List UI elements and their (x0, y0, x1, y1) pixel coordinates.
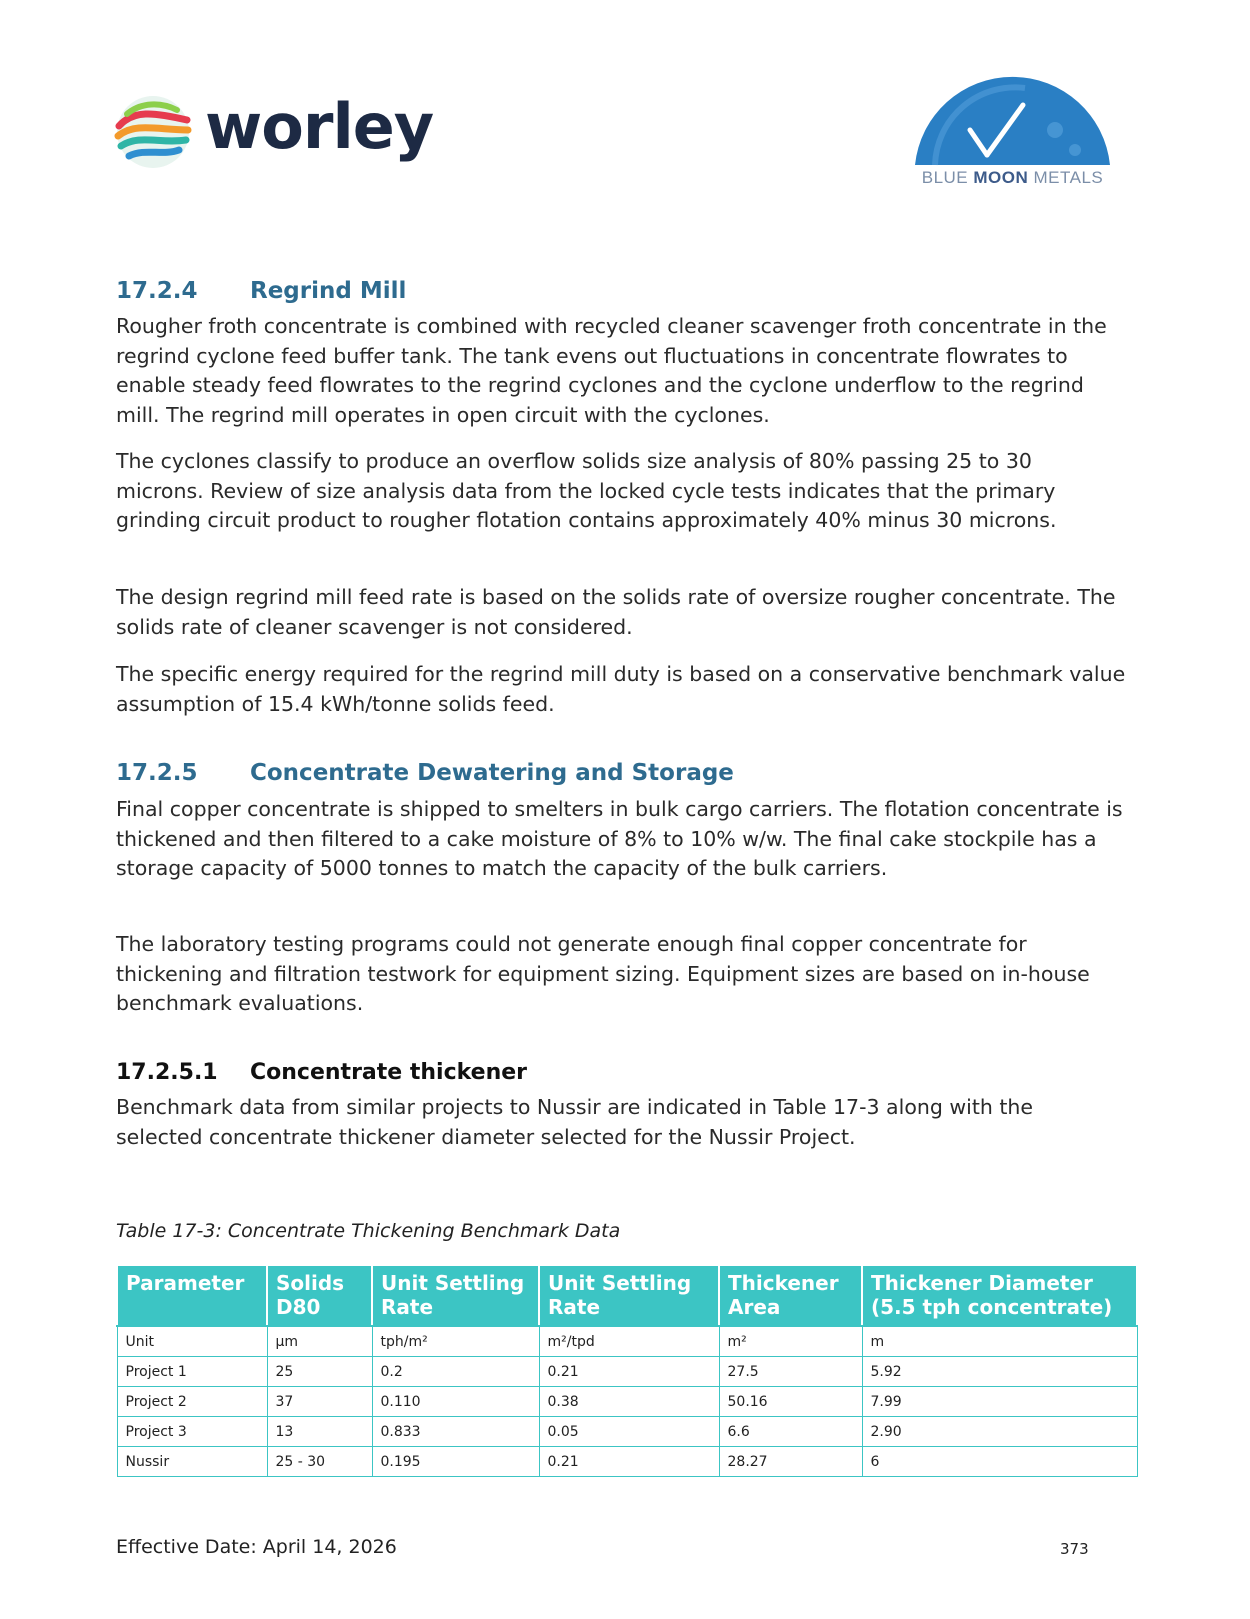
column-header: Solids D80 (267, 1265, 372, 1326)
effective-date: Effective Date: April 14, 2026 (116, 1536, 397, 1558)
column-header: Parameter (117, 1265, 267, 1326)
column-header: Thickener Diameter (5.5 tph concentrate) (862, 1265, 1137, 1326)
page-number: 373 (1060, 1540, 1089, 1558)
table-cell: 28.27 (719, 1447, 862, 1477)
table-cell: 0.833 (372, 1417, 539, 1447)
worley-logo (113, 92, 453, 172)
table-row (117, 1387, 1137, 1417)
section-number: 17.2.5.1 (116, 1060, 218, 1085)
paragraph: Rougher froth concentrate is combined with recycled cleaner scavenger froth concentrate in the regrind cyclone feed buffer tank. The tank evens out fluctuations in concentrate flowrates to enable steady feed flowrates to the regrind cyclones and the cyclone underflow to the regrind mill. The regrind mill operates in open circuit with the cyclones. (116, 314, 1107, 427)
table-cell: 6.6 (719, 1417, 862, 1447)
table-cell: 6 (862, 1447, 1137, 1477)
table-cell: Project 2 (117, 1387, 267, 1417)
table-cell: 27.5 (719, 1357, 862, 1387)
table-cell: m² (719, 1326, 862, 1357)
table-cell: 0.110 (372, 1387, 539, 1417)
table-cell: 5.92 (862, 1357, 1137, 1387)
table-cell: 0.21 (539, 1447, 719, 1477)
table-cell: 25 - 30 (267, 1447, 372, 1477)
table-cell: m²/tpd (539, 1326, 719, 1357)
table-cell: 0.05 (539, 1417, 719, 1447)
table-header-row (117, 1265, 1137, 1326)
moon-icon (905, 60, 1120, 170)
section-heading-concentrate-dewatering (116, 760, 734, 786)
table-row (117, 1417, 1137, 1447)
column-header: Unit Settling Rate (539, 1265, 719, 1326)
table-caption: Table 17-3: Concentrate Thickening Benchmark Data (116, 1220, 621, 1242)
section-title: Regrind Mill (250, 278, 407, 304)
blue-moon-metals-wordmark: BLUE MOON METALS (921, 168, 1104, 187)
table-cell: 50.16 (719, 1387, 862, 1417)
paragraph: The specific energy required for the regrind mill duty is based on a conservative benchmark value assumption of 15.4 kWh/tonne solids feed. (116, 662, 1126, 716)
paragraph: Benchmark data from similar projects to Nussir are indicated in Table 17-3 along with the selected concentrate thickener diameter selected for the Nussir Project. (116, 1095, 1034, 1149)
column-header: Unit Settling Rate (372, 1265, 539, 1326)
paragraph: Final copper concentrate is shipped to smelters in bulk cargo carriers. The flotation concentrate is thickened and then filtered to a cake moisture of 8% to 10% w/w. The final cake stockpile has a storage capacity of 5000 tonnes to match the capacity of the bulk carriers. (116, 797, 1123, 880)
table-cell: 25 (267, 1357, 372, 1387)
worley-swirl-icon (113, 92, 193, 172)
table-cell: 0.2 (372, 1357, 539, 1387)
table-cell: 0.38 (539, 1387, 719, 1417)
blue-moon-metals-logo (905, 60, 1120, 195)
section-title: Concentrate Dewatering and Storage (250, 760, 734, 786)
table-cell: Project 3 (117, 1417, 267, 1447)
worley-wordmark: worley (205, 90, 434, 163)
table-cell: tph/m² (372, 1326, 539, 1357)
table-cell: Nussir (117, 1447, 267, 1477)
table-row (117, 1447, 1137, 1477)
table-cell: 2.90 (862, 1417, 1137, 1447)
benchmark-table (116, 1264, 1138, 1477)
table-cell: 37 (267, 1387, 372, 1417)
section-title: Concentrate thickener (250, 1060, 528, 1085)
table-cell: Unit (117, 1326, 267, 1357)
table-cell: Project 1 (117, 1357, 267, 1387)
table-cell: µm (267, 1326, 372, 1357)
table-cell: 7.99 (862, 1387, 1137, 1417)
table-cell: m (862, 1326, 1137, 1357)
section-heading-regrind-mill (116, 278, 406, 304)
paragraph: The laboratory testing programs could not generate enough final copper concentrate for thickening and filtration testwork for equipment sizing. Equipment sizes are based on in-house benchmark evaluations. (116, 932, 1090, 1015)
table-cell: 13 (267, 1417, 372, 1447)
table-row (117, 1357, 1137, 1387)
section-number: 17.2.5 (116, 760, 198, 786)
section-number: 17.2.4 (116, 278, 198, 304)
table-cell: 0.21 (539, 1357, 719, 1387)
column-header: Thickener Area (719, 1265, 862, 1326)
table-cell: 0.195 (372, 1447, 539, 1477)
paragraph: The design regrind mill feed rate is based on the solids rate of oversize rougher concentrate. The solids rate of cleaner scavenger is not considered. (116, 585, 1116, 639)
subsection-heading-concentrate-thickener (116, 1060, 527, 1085)
paragraph: The cyclones classify to produce an overflow solids size analysis of 80% passing 25 to 30 microns. Review of size analysis data from the locked cycle tests indicates that the primary grinding circuit product to rougher flotation contains approximately 40% minus 30 microns. (116, 449, 1057, 532)
table-row (117, 1326, 1137, 1357)
